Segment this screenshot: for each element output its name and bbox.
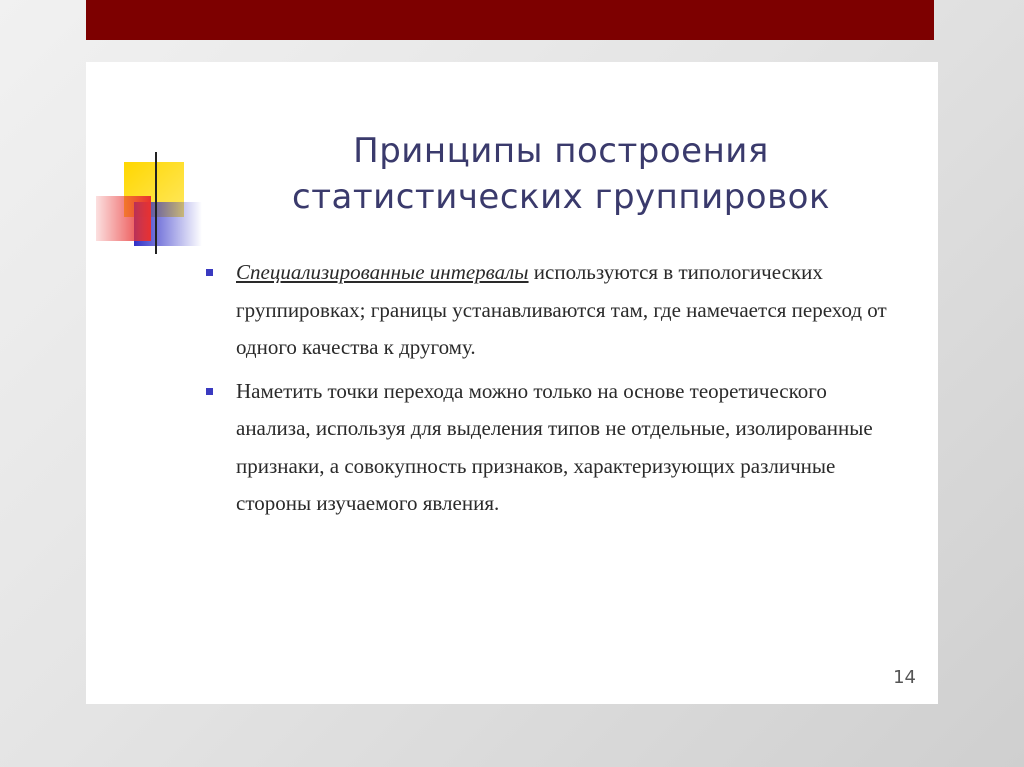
slide-title (261, 128, 861, 220)
slide (86, 62, 938, 704)
bullet-text: используются в типологических группировках; границы устанавливаются там, где намечается переход от одного качества к другому. (236, 260, 887, 359)
square-bullet-icon (206, 388, 213, 395)
bullet-item (206, 254, 906, 367)
page-number: 14 (893, 667, 916, 688)
title-line-2: статистических группировок (292, 177, 830, 217)
title-line-1: Принципы построения (353, 131, 769, 171)
bullet-item (206, 373, 906, 523)
bullet-term: Специализированные интервалы (236, 260, 529, 284)
bullet-text: Наметить точки перехода можно только на основе теоретического анализа, используя для выделения типов не отдельные, изолированные признаки, а совокупность признаков, характеризующих различные стороны изучаемого явления. (236, 378, 873, 515)
decor-red-square (96, 196, 151, 241)
top-accent-bar (86, 0, 934, 40)
bullet-list (206, 254, 906, 529)
square-bullet-icon (206, 269, 213, 276)
